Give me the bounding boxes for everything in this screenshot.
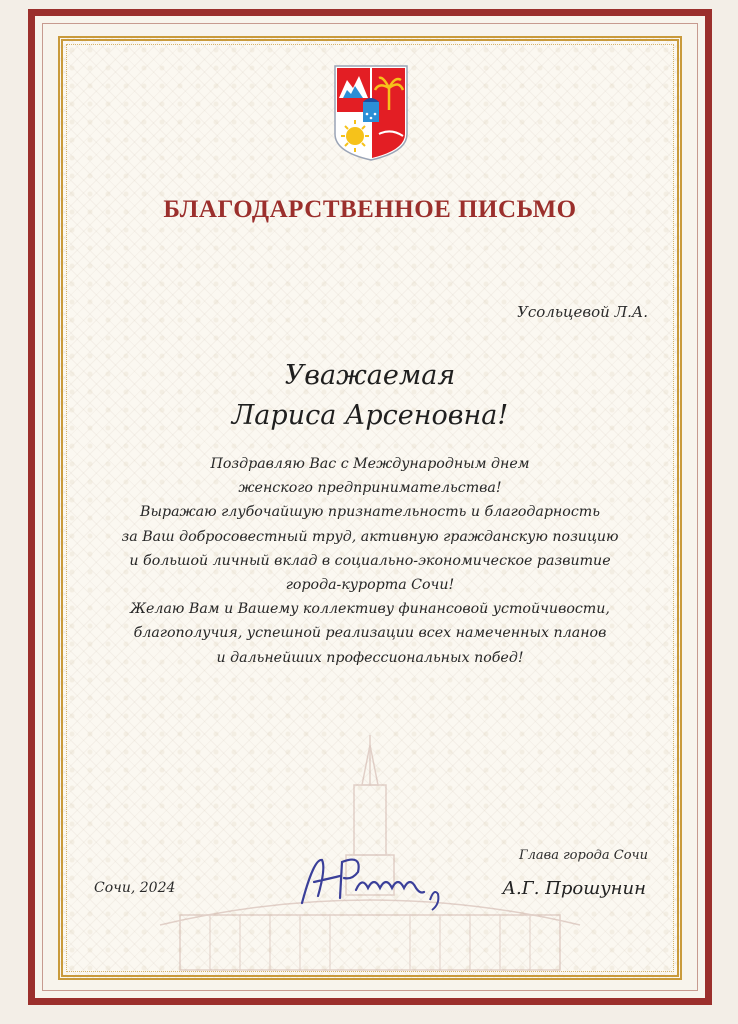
handwritten-signature	[292, 848, 452, 918]
body-line: Желаю Вам и Вашему коллективу финансовой устойчивости,	[130, 601, 610, 618]
sochi-coat-of-arms-icon	[333, 64, 409, 162]
body-line: Выражаю глубочайшую признательность и благодарность	[140, 504, 600, 521]
addressee-name: Усольцевой Л.А.	[517, 303, 648, 321]
salutation-line-1: Уважаемая	[284, 360, 456, 391]
body-line: города-курорта Сочи!	[285, 577, 455, 594]
body-line: и дальнейших профессиональных побед!	[216, 649, 524, 666]
letter-body	[90, 452, 650, 670]
body-line: и большой личный вклад в социально-экономическое развитие	[129, 552, 611, 569]
signer-name: А.Г. Прошунин	[502, 878, 646, 899]
body-line: женского предпринимательства!	[238, 480, 502, 497]
city-and-year: Сочи, 2024	[94, 880, 176, 896]
salutation-line-2: Лариса Арсеновна!	[231, 400, 509, 431]
signer-position: Глава города Сочи	[519, 848, 648, 863]
body-line: благополучия, успешной реализации всех намеченных планов	[133, 625, 607, 642]
document-title: БЛАГОДАРСТВЕННОЕ ПИСЬМО	[163, 196, 577, 223]
body-line: Поздравляю Вас с Международным днем	[210, 456, 530, 472]
body-line: за Ваш добросовестный труд, активную гражданскую позицию	[121, 528, 619, 545]
